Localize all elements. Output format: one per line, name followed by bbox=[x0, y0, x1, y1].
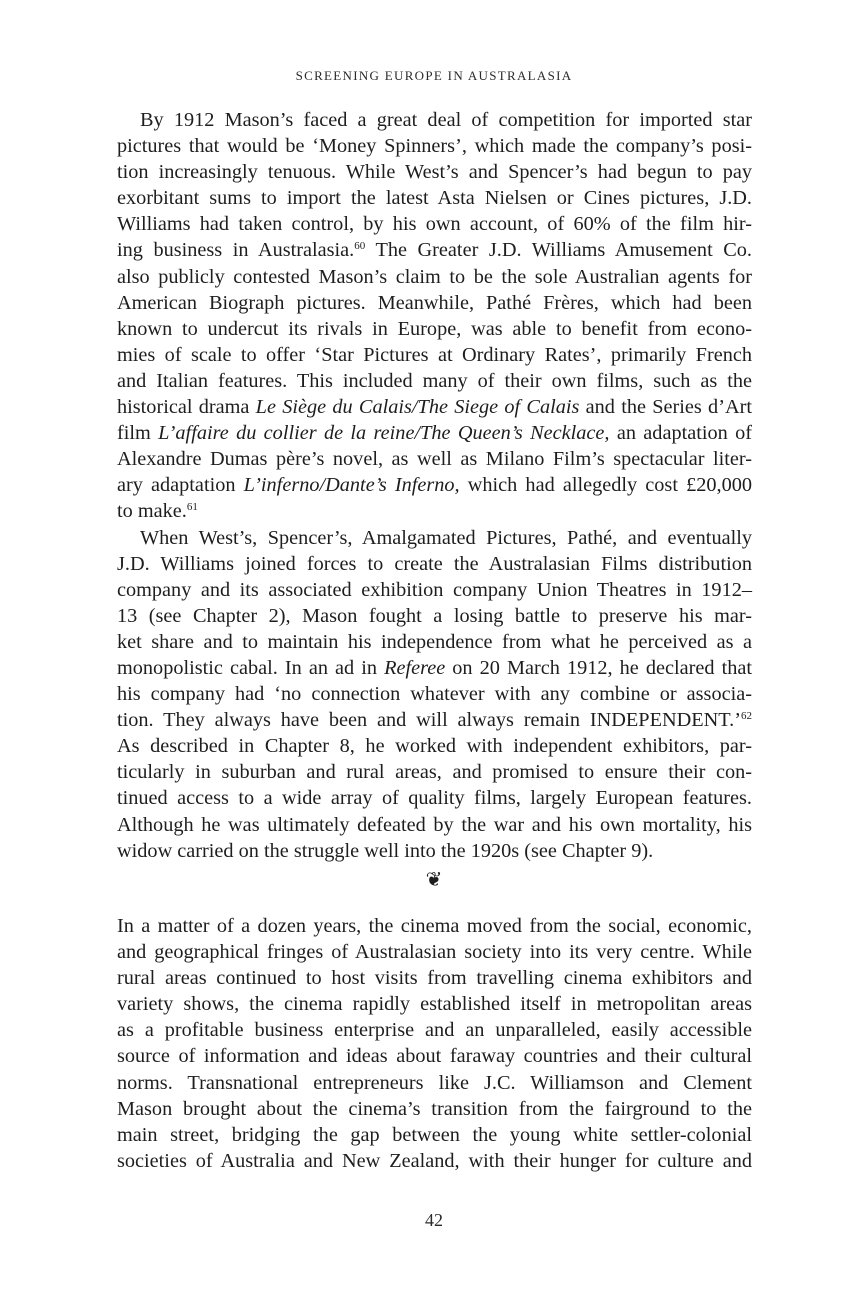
text-line bbox=[117, 133, 752, 159]
text-run: norms. Transnational entrepreneurs like J.C. Williamson and Clement bbox=[117, 1071, 752, 1094]
italic-title: L’inferno/Dante’s Inferno, bbox=[243, 474, 460, 497]
text-run: and geographical fringes of Australasian society into its very centre. While bbox=[117, 941, 752, 964]
text-line bbox=[117, 107, 752, 133]
text-run: When West’s, Spencer’s, Amalgamated Pictures, Pathé, and eventually bbox=[140, 526, 752, 549]
footnote-reference: 62 bbox=[741, 710, 752, 723]
footnote-reference: 61 bbox=[186, 501, 198, 514]
running-head: SCREENING EUROPE IN AUSTRALASIA bbox=[295, 68, 573, 83]
text-line bbox=[117, 498, 752, 524]
text-line bbox=[117, 551, 752, 577]
text-run: exorbitant sums to import the latest Asta Nielsen or Cines pictures, J.D. bbox=[117, 187, 752, 210]
text-run: ary adaptation bbox=[117, 474, 244, 497]
text-line bbox=[117, 838, 752, 864]
text-run: an adaptation of bbox=[609, 422, 752, 445]
text-run: Alexandre Dumas père’s novel, as well as Milano Film’s spectacular liter- bbox=[117, 448, 752, 471]
text-run: and Italian features. This included many of their own films, such as the bbox=[117, 369, 752, 392]
text-line bbox=[117, 939, 752, 965]
italic-title: Le Siège du Calais/The Siege of Calais bbox=[255, 396, 580, 419]
text-line bbox=[117, 368, 752, 394]
text-run: tion. They always have been and will always remain INDEPENDENT.’ bbox=[117, 709, 741, 732]
text-line bbox=[117, 759, 752, 785]
text-line bbox=[117, 655, 752, 681]
text-run: rural areas continued to host visits from travelling cinema exhibitors and bbox=[117, 967, 752, 990]
text-line bbox=[117, 316, 752, 342]
text-run: Mason brought about the cinema’s transition from the fairground to the bbox=[117, 1097, 752, 1120]
text-run: ing business in Australasia. bbox=[117, 239, 355, 262]
text-line bbox=[117, 812, 752, 838]
text-line bbox=[117, 1096, 752, 1122]
text-run: American Biograph pictures. Meanwhile, Pathé Frères, which had been bbox=[117, 291, 752, 314]
text-line bbox=[117, 1070, 752, 1096]
text-run: ket share and to maintain his independence from what he perceived as a bbox=[117, 630, 752, 653]
text-line bbox=[117, 394, 752, 420]
text-line bbox=[117, 629, 752, 655]
text-line bbox=[117, 733, 752, 759]
text-line bbox=[117, 785, 752, 811]
body-text-after-break bbox=[117, 913, 752, 1174]
text-line bbox=[117, 185, 752, 211]
text-line bbox=[117, 1017, 752, 1043]
paragraph bbox=[117, 525, 752, 864]
text-line bbox=[117, 1043, 752, 1069]
text-run: his company had ‘no connection whatever with any combine or associa- bbox=[117, 683, 752, 706]
text-line bbox=[117, 264, 752, 290]
text-run: known to undercut its rivals in Europe, was able to benefit from econo- bbox=[117, 317, 752, 340]
text-line bbox=[117, 237, 752, 263]
text-run: to make. bbox=[117, 500, 187, 523]
text-run: and the Series d’Art bbox=[579, 396, 752, 419]
text-line bbox=[117, 707, 752, 733]
text-run: which had allegedly cost £20,000 bbox=[459, 474, 752, 497]
text-line bbox=[117, 472, 752, 498]
text-run: monopolistic cabal. In an ad in bbox=[117, 656, 385, 679]
footnote-reference: 60 bbox=[354, 240, 366, 253]
text-line bbox=[117, 159, 752, 185]
text-line bbox=[117, 577, 752, 603]
text-run: also publicly contested Mason’s claim to be the sole Australian agents for bbox=[117, 265, 752, 288]
text-run: In a matter of a dozen years, the cinema moved from the social, economic, bbox=[117, 915, 752, 937]
text-run: As described in Chapter 8, he worked with independent exhibitors, par- bbox=[117, 735, 752, 758]
text-run: Although he was ultimately defeated by the war and his own mortality, his bbox=[117, 813, 752, 836]
paragraph bbox=[117, 913, 752, 1174]
text-run: as a profitable business enterprise and an unparalleled, easily accessible bbox=[117, 1019, 752, 1042]
text-run: societies of Australia and New Zealand, with their hunger for culture and bbox=[117, 1149, 752, 1172]
text-line bbox=[117, 290, 752, 316]
section-break-ornament: ❦ bbox=[425, 869, 443, 891]
text-run: main street, bridging the gap between the young white settler-colonial bbox=[117, 1123, 752, 1146]
text-line bbox=[117, 342, 752, 368]
text-line bbox=[117, 1122, 752, 1148]
text-run: The Greater J.D. Williams Amusement Co. bbox=[365, 239, 752, 262]
text-run: J.D. Williams joined forces to create the Australasian Films distribution bbox=[117, 552, 752, 575]
italic-title: L’affaire du collier de la reine/The Queen’s Necklace, bbox=[158, 422, 610, 445]
text-line bbox=[117, 991, 752, 1017]
text-run: ticularly in suburban and rural areas, and promised to ensure their con- bbox=[117, 761, 752, 784]
text-run: company and its associated exhibition company Union Theatres in 1912– bbox=[117, 578, 752, 601]
text-run: mies of scale to offer ‘Star Pictures at Ordinary Rates’, primarily French bbox=[117, 343, 752, 366]
text-run: widow carried on the struggle well into the 1920s (see Chapter 9). bbox=[117, 839, 654, 862]
text-line bbox=[117, 211, 752, 237]
text-run: Williams had taken control, by his own account, of 60% of the film hir- bbox=[117, 213, 752, 236]
text-run: pictures that would be ‘Money Spinners’, which made the company’s posi- bbox=[117, 135, 752, 158]
text-run: historical drama bbox=[117, 396, 256, 419]
text-line bbox=[117, 965, 752, 991]
italic-title: Referee bbox=[384, 656, 446, 679]
text-line bbox=[117, 913, 752, 939]
text-run: 13 (see Chapter 2), Mason fought a losing battle to preserve his mar- bbox=[117, 604, 752, 627]
text-line bbox=[117, 525, 752, 551]
page-number: 42 bbox=[425, 1210, 443, 1230]
text-line bbox=[117, 420, 752, 446]
body-text-before-break bbox=[117, 107, 752, 864]
text-run: tion increasingly tenuous. While West’s and Spencer’s had begun to pay bbox=[117, 161, 752, 184]
text-line bbox=[117, 603, 752, 629]
text-run: on 20 March 1912, he declared that bbox=[445, 656, 752, 679]
paragraph bbox=[117, 107, 752, 525]
text-run: By 1912 Mason’s faced a great deal of competition for imported star bbox=[140, 109, 752, 131]
text-run: film bbox=[117, 422, 159, 445]
text-line bbox=[117, 681, 752, 707]
text-line bbox=[117, 446, 752, 472]
text-run: source of information and ideas about faraway countries and their cultural bbox=[117, 1045, 752, 1068]
text-line bbox=[117, 1148, 752, 1174]
text-run: tinued access to a wide array of quality films, largely European features. bbox=[117, 787, 752, 810]
text-run: variety shows, the cinema rapidly established itself in metropolitan areas bbox=[117, 993, 752, 1016]
